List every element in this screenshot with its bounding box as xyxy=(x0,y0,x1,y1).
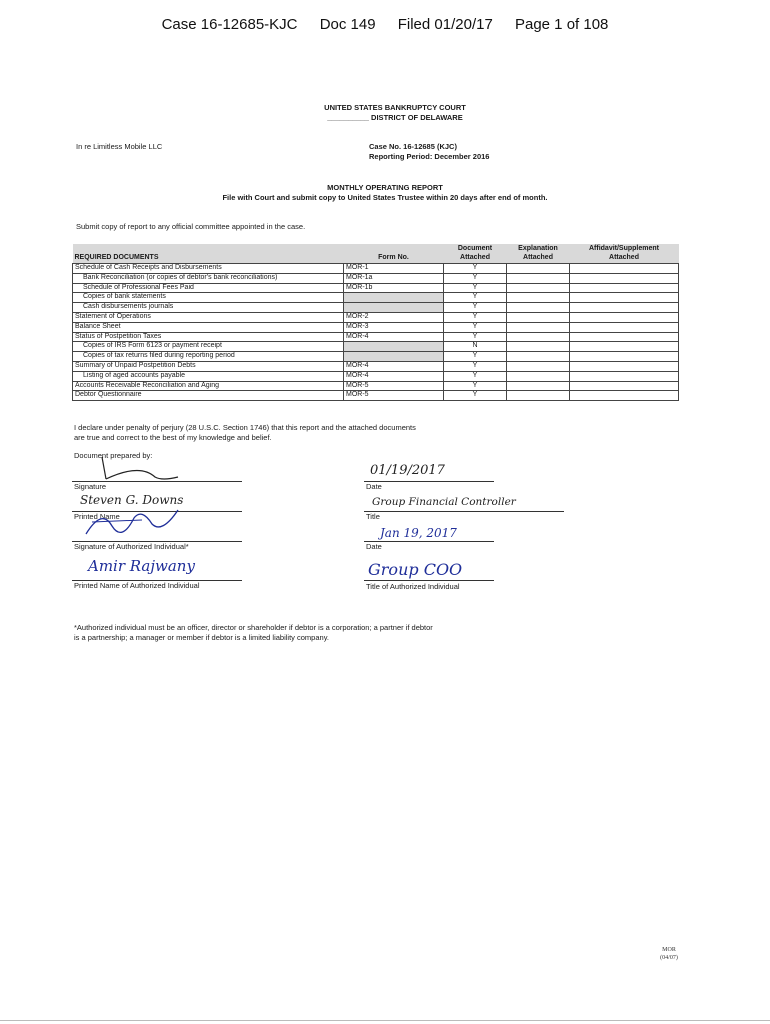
form-number-cell xyxy=(344,303,444,313)
header-docs: REQUIRED DOCUMENTS xyxy=(73,244,344,264)
title-handwritten: Group Financial Controller xyxy=(372,496,516,508)
date-2-label: Date xyxy=(366,542,382,551)
filed-date: Filed 01/20/17 xyxy=(397,16,493,33)
affidavit-cell xyxy=(570,381,679,391)
document-name-cell: Summary of Unpaid Postpetition Debts xyxy=(73,361,344,371)
case-number: Case 16-12685-KJC xyxy=(161,16,298,33)
form-number-cell: MOR-5 xyxy=(344,381,444,391)
explanation-cell xyxy=(507,391,570,401)
document-name-cell: Bank Reconciliation (or copies of debtor's bank reconciliations) xyxy=(73,273,344,283)
affidavit-cell xyxy=(570,303,679,313)
table-row xyxy=(73,264,679,274)
attached-cell: Y xyxy=(444,303,507,313)
table-row xyxy=(73,381,679,391)
affidavit-cell xyxy=(570,264,679,274)
auth-name-handwritten: Amir Rajwany xyxy=(88,557,195,575)
form-number-cell: MOR-3 xyxy=(344,322,444,332)
declaration-line-2: are true and correct to the best of my knowledge and belief. xyxy=(74,433,272,442)
auth-title-label: Title of Authorized Individual xyxy=(366,582,460,591)
footnote xyxy=(74,623,433,643)
form-code-name: MOR xyxy=(662,947,676,953)
header-form: Form No. xyxy=(344,244,444,264)
attached-cell: Y xyxy=(444,352,507,362)
affidavit-cell xyxy=(570,283,679,293)
table-row xyxy=(73,332,679,342)
authorized-signature-mark xyxy=(82,504,182,544)
doc-number: Doc 149 xyxy=(319,16,376,33)
affidavit-cell xyxy=(570,342,679,352)
table-header-row xyxy=(73,244,679,264)
report-title: MONTHLY OPERATING REPORT xyxy=(327,183,443,192)
filing-header xyxy=(0,16,770,33)
explanation-cell xyxy=(507,322,570,332)
document-name-cell: Listing of aged accounts payable xyxy=(73,371,344,381)
attached-cell: Y xyxy=(444,332,507,342)
attached-cell: Y xyxy=(444,381,507,391)
form-code xyxy=(644,946,694,962)
case-info xyxy=(369,142,489,162)
auth-name-label: Printed Name of Authorized Individual xyxy=(74,581,200,590)
court-name: UNITED STATES BANKRUPTCY COURT xyxy=(324,103,466,112)
explanation-cell xyxy=(507,293,570,303)
explanation-cell xyxy=(507,332,570,342)
table-row xyxy=(73,293,679,303)
signature-label: Signature xyxy=(74,482,107,491)
case-no: Case No. 16-12685 (KJC) xyxy=(369,142,457,151)
table-row xyxy=(73,283,679,293)
table-row xyxy=(73,352,679,362)
header-affidavit: Affidavit/Supplement Attached xyxy=(570,244,679,264)
table-row xyxy=(73,342,679,352)
form-code-version: (04/07) xyxy=(660,955,678,961)
document-name-cell: Schedule of Cash Receipts and Disbursements xyxy=(73,264,344,274)
date-1-handwritten: 01/19/2017 xyxy=(370,463,445,478)
page-bottom-divider xyxy=(0,1020,770,1021)
table-row xyxy=(73,303,679,313)
form-number-cell: MOR-4 xyxy=(344,361,444,371)
attached-cell: Y xyxy=(444,264,507,274)
explanation-cell xyxy=(507,361,570,371)
form-number-cell: MOR-4 xyxy=(344,371,444,381)
reporting-period: Reporting Period: December 2016 xyxy=(369,152,490,161)
form-number-cell: MOR-1 xyxy=(344,264,444,274)
date-1-label: Date xyxy=(366,482,382,491)
header-attached: Document Attached xyxy=(444,244,507,264)
document-name-cell: Accounts Receivable Reconciliation and Aging xyxy=(73,381,344,391)
explanation-cell xyxy=(507,283,570,293)
header-explanation: Explanation Attached xyxy=(507,244,570,264)
explanation-cell xyxy=(507,264,570,274)
attached-cell: Y xyxy=(444,322,507,332)
attached-cell: Y xyxy=(444,312,507,322)
court-district: __________ DISTRICT OF DELAWARE xyxy=(327,113,463,122)
explanation-cell xyxy=(507,303,570,313)
debtor-name: In re Limitless Mobile LLC xyxy=(76,142,163,151)
affidavit-cell xyxy=(570,352,679,362)
attached-cell: Y xyxy=(444,283,507,293)
prepared-by-label: Document prepared by: xyxy=(74,451,153,460)
form-number-cell: MOR-2 xyxy=(344,312,444,322)
affidavit-cell xyxy=(570,391,679,401)
affidavit-cell xyxy=(570,293,679,303)
form-number-cell: MOR-1a xyxy=(344,273,444,283)
document-name-cell: Copies of IRS Form 6123 or payment receipt xyxy=(73,342,344,352)
report-subtitle: File with Court and submit copy to United States Trustee within 20 days after end of month. xyxy=(222,193,548,202)
affidavit-cell xyxy=(570,361,679,371)
affidavit-cell xyxy=(570,312,679,322)
form-number-cell: MOR-4 xyxy=(344,332,444,342)
submit-note: Submit copy of report to any official committee appointed in the case. xyxy=(76,222,306,231)
printed-name-label: Printed Name xyxy=(74,512,120,521)
required-documents-table xyxy=(72,244,679,401)
table-row xyxy=(73,322,679,332)
auth-title-handwritten: Group COO xyxy=(368,560,463,579)
document-name-cell: Status of Postpetition Taxes xyxy=(73,332,344,342)
document-name-cell: Cash disbursements journals xyxy=(73,303,344,313)
document-name-cell: Statement of Operations xyxy=(73,312,344,322)
printed-name-handwritten: Steven G. Downs xyxy=(80,493,184,507)
footnote-line-2: is a partnership; a manager or member if debtor is a limited liability company. xyxy=(74,633,329,642)
affidavit-cell xyxy=(570,332,679,342)
explanation-cell xyxy=(507,312,570,322)
form-number-cell: MOR-5 xyxy=(344,391,444,401)
document-name-cell: Debtor Questionnaire xyxy=(73,391,344,401)
explanation-cell xyxy=(507,381,570,391)
affidavit-cell xyxy=(570,371,679,381)
document-name-cell: Copies of tax returns filed during reporting period xyxy=(73,352,344,362)
attached-cell: Y xyxy=(444,361,507,371)
form-number-cell xyxy=(344,352,444,362)
document-name-cell: Schedule of Professional Fees Paid xyxy=(73,283,344,293)
date-2-handwritten: Jan 19, 2017 xyxy=(380,526,457,540)
table-row xyxy=(73,371,679,381)
table-row xyxy=(73,361,679,371)
title-label: Title xyxy=(366,512,380,521)
form-number-cell xyxy=(344,293,444,303)
auth-signature-label: Signature of Authorized Individual* xyxy=(74,542,189,551)
table-row xyxy=(73,312,679,322)
table-row xyxy=(73,273,679,283)
preparer-signature-mark xyxy=(100,455,180,483)
declaration-line-1: I declare under penalty of perjury (28 U.S.C. Section 1746) that this report and the attached documents xyxy=(74,423,416,432)
document-name-cell: Copies of bank statements xyxy=(73,293,344,303)
explanation-cell xyxy=(507,342,570,352)
attached-cell: Y xyxy=(444,371,507,381)
declaration xyxy=(74,423,416,443)
explanation-cell xyxy=(507,352,570,362)
attached-cell: Y xyxy=(444,273,507,283)
attached-cell: N xyxy=(444,342,507,352)
page-number: Page 1 of 108 xyxy=(514,16,609,33)
attached-cell: Y xyxy=(444,391,507,401)
report-title-block xyxy=(0,183,770,203)
table-row xyxy=(73,391,679,401)
form-number-cell: MOR-1b xyxy=(344,283,444,293)
form-number-cell xyxy=(344,342,444,352)
document-name-cell: Balance Sheet xyxy=(73,322,344,332)
affidavit-cell xyxy=(570,322,679,332)
affidavit-cell xyxy=(570,273,679,283)
attached-cell: Y xyxy=(444,293,507,303)
footnote-line-1: *Authorized individual must be an officer, director or shareholder if debtor is a corporation; a partner if debtor xyxy=(74,623,433,632)
explanation-cell xyxy=(507,273,570,283)
explanation-cell xyxy=(507,371,570,381)
court-heading xyxy=(250,103,540,123)
